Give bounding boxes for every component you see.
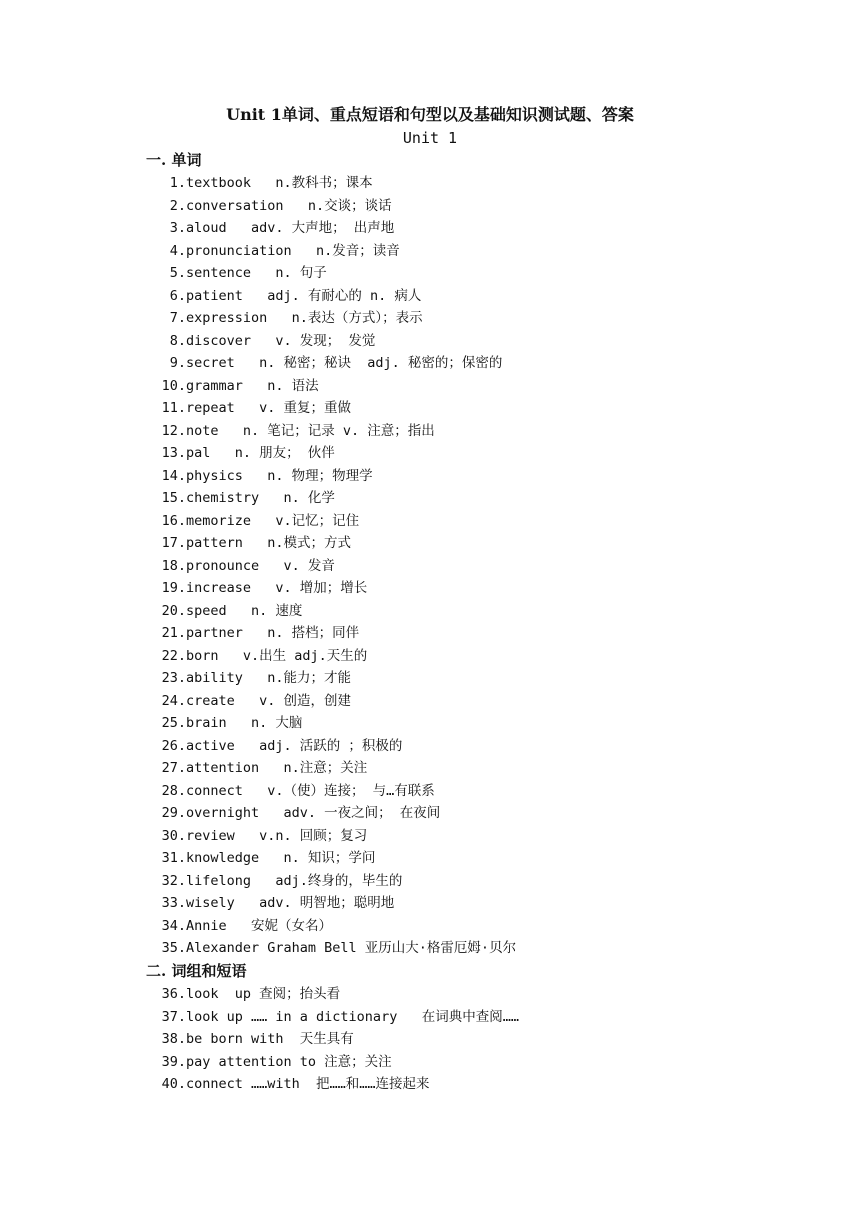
- item-number: 31.: [161, 850, 186, 866]
- list-item: [146, 240, 766, 263]
- item-text: attention n.注意；关注: [186, 760, 368, 776]
- item-number: 11.: [161, 400, 186, 416]
- item-text: connect v.（使）连接； 与…有联系: [186, 782, 435, 799]
- item-text: partner n. 搭档；同伴: [186, 625, 360, 641]
- list-item: [146, 780, 766, 803]
- item-text: brain n. 大脑: [186, 715, 303, 731]
- list-item: [146, 352, 766, 375]
- item-text: knowledge n. 知识；学问: [186, 850, 376, 866]
- item-number: 18.: [161, 557, 186, 574]
- item-number: 15.: [161, 490, 186, 506]
- item-number: 25.: [161, 715, 186, 731]
- list-item: [146, 1028, 766, 1051]
- item-number: 10.: [161, 377, 186, 394]
- list-item: [146, 870, 766, 893]
- item-number: 36.: [161, 986, 186, 1002]
- list-item: [146, 915, 766, 938]
- item-text: look up …… in a dictionary 在词典中查阅……: [186, 1008, 519, 1025]
- item-text: born v.出生 adj.天生的: [186, 647, 368, 664]
- item-number: 38.: [161, 1031, 186, 1047]
- list-item: [146, 195, 766, 218]
- list-item: [146, 600, 766, 623]
- item-text: aloud adv. 大声地； 出声地: [186, 220, 395, 236]
- item-number: 37.: [161, 1008, 186, 1025]
- item-number: 33.: [161, 895, 186, 911]
- item-text: be born with 天生具有: [186, 1031, 354, 1047]
- item-number: 30.: [161, 827, 186, 844]
- list-item: [146, 735, 766, 758]
- item-text: pronunciation n.发音；读音: [186, 242, 400, 259]
- item-number: 24.: [161, 692, 186, 709]
- item-text: pattern n.模式；方式: [186, 535, 352, 551]
- item-number: 29.: [161, 805, 186, 821]
- list-item: [146, 667, 766, 690]
- list-item: [146, 262, 766, 285]
- item-number: 26.: [161, 737, 186, 754]
- item-number: 5.: [169, 265, 186, 281]
- list-item: [146, 510, 766, 533]
- item-number: 35.: [161, 940, 186, 956]
- list-item: [146, 622, 766, 645]
- item-number: 17.: [161, 535, 186, 551]
- item-number: 13.: [161, 445, 186, 461]
- list-item: [146, 330, 766, 353]
- list-item: [146, 1051, 766, 1074]
- item-text: pay attention to 注意；关注: [186, 1053, 392, 1070]
- item-text: textbook n.教科书；课本: [186, 175, 373, 191]
- list-item: [146, 983, 766, 1006]
- list-item: [146, 465, 766, 488]
- list-item: [146, 555, 766, 578]
- item-text: create v. 创造，创建: [186, 692, 352, 709]
- item-text: expression n.表达（方式）；表示: [186, 310, 423, 326]
- item-text: grammar n. 语法: [186, 377, 319, 394]
- list-item: [146, 825, 766, 848]
- item-number: 4.: [169, 242, 186, 259]
- item-text: conversation n.交谈；谈话: [186, 197, 392, 214]
- list-item: [146, 532, 766, 555]
- list-item: [146, 442, 766, 465]
- item-number: 19.: [161, 580, 186, 596]
- list-item: [146, 217, 766, 240]
- section-heading-words: 一. 单词: [146, 151, 202, 169]
- item-number: 6.: [169, 287, 186, 304]
- item-number: 1.: [169, 175, 186, 191]
- item-text: connect ……with 把……和……连接起来: [186, 1076, 430, 1092]
- list-item: [146, 645, 766, 668]
- item-number: 16.: [161, 512, 186, 529]
- list-item: [146, 397, 766, 420]
- unit-subtitle: Unit 1: [402, 129, 458, 147]
- item-number: 27.: [161, 760, 186, 776]
- item-number: 34.: [161, 917, 186, 934]
- list-item: [146, 420, 766, 443]
- list-item: [146, 577, 766, 600]
- item-number: 23.: [161, 670, 186, 686]
- item-number: 40.: [161, 1076, 186, 1092]
- item-text: lifelong adj.终身的，毕生的: [186, 872, 403, 889]
- item-text: discover v. 发现； 发觉: [186, 332, 376, 349]
- item-number: 20.: [161, 602, 186, 619]
- list-item: [146, 757, 766, 780]
- item-text: speed n. 速度: [186, 602, 303, 619]
- item-number: 8.: [169, 332, 186, 349]
- item-text: sentence n. 句子: [186, 265, 327, 281]
- item-text: review v.n. 回顾；复习: [186, 827, 368, 844]
- list-item: [146, 847, 766, 870]
- list-item: [146, 375, 766, 398]
- item-text: look up 查阅；抬头看: [186, 986, 341, 1002]
- item-text: repeat v. 重复；重做: [186, 400, 352, 416]
- section-heading-phrases: 二. 词组和短语: [146, 962, 247, 980]
- item-number: 14.: [161, 467, 186, 484]
- item-number: 2.: [169, 197, 186, 214]
- list-item: [146, 285, 766, 308]
- item-text: physics n. 物理；物理学: [186, 467, 373, 484]
- item-number: 7.: [169, 310, 186, 326]
- list-item: [146, 892, 766, 915]
- item-number: 22.: [161, 647, 186, 664]
- item-text: pal n. 朋友； 伙伴: [186, 445, 335, 461]
- item-text: ability n.能力；才能: [186, 670, 352, 686]
- item-number: 28.: [161, 782, 186, 799]
- list-item: [146, 307, 766, 330]
- item-number: 39.: [161, 1053, 186, 1070]
- item-number: 12.: [161, 422, 186, 439]
- item-text: memorize v.记忆；记住: [186, 512, 360, 529]
- item-number: 9.: [169, 355, 186, 371]
- item-text: wisely adv. 明智地；聪明地: [186, 895, 395, 911]
- words-list: [146, 172, 766, 960]
- item-number: 32.: [161, 872, 186, 889]
- list-item: [146, 172, 766, 195]
- list-item: [146, 1073, 766, 1096]
- item-text: increase v. 增加；增长: [186, 580, 368, 596]
- list-item: [146, 690, 766, 713]
- item-number: 21.: [161, 625, 186, 641]
- item-text: pronounce v. 发音: [186, 557, 335, 574]
- phrases-list: [146, 983, 766, 1096]
- list-item: [146, 802, 766, 825]
- item-text: overnight adv. 一夜之间； 在夜间: [186, 805, 441, 821]
- list-item: [146, 1006, 766, 1029]
- item-text: patient adj. 有耐心的 n. 病人: [186, 287, 422, 304]
- list-item: [146, 937, 766, 960]
- list-item: [146, 487, 766, 510]
- list-item: [146, 712, 766, 735]
- item-text: active adj. 活跃的 ；积极的: [186, 737, 403, 754]
- item-number: 3.: [169, 220, 186, 236]
- item-text: Alexander Graham Bell 亚历山大·格雷厄姆·贝尔: [186, 940, 517, 956]
- item-text: secret n. 秘密；秘诀 adj. 秘密的；保密的: [186, 355, 503, 371]
- item-text: Annie 安妮（女名）: [186, 917, 333, 934]
- page-title: Unit 1单词、重点短语和句型以及基础知识测试题、答案: [226, 105, 634, 124]
- item-text: chemistry n. 化学: [186, 490, 335, 506]
- item-text: note n. 笔记；记录 v. 注意；指出: [186, 422, 435, 439]
